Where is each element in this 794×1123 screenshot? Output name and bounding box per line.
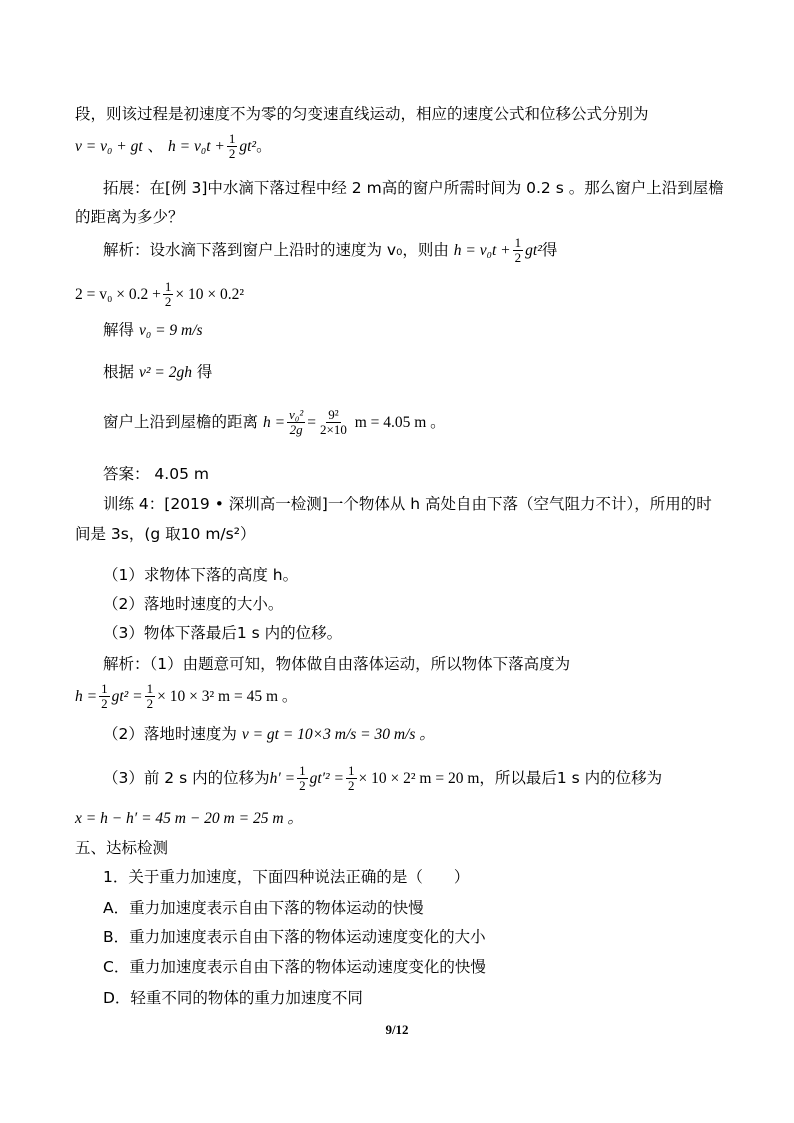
formula: gt² xyxy=(525,242,542,259)
question: 1．关于重力加速度，下面四种说法正确的是（ ） xyxy=(103,868,470,886)
fraction: $\frac{1}{2}$ xyxy=(299,763,306,793)
formula: gt² xyxy=(239,138,257,155)
formula: × 10 × 2² m = 20 m xyxy=(358,770,480,787)
formula-line xyxy=(103,408,446,437)
option-b: B．重力加速度表示自由下落的物体运动速度变化的大小 xyxy=(103,928,486,946)
formula: gt² = xyxy=(111,688,143,705)
text: 根据 xyxy=(103,363,135,381)
text-line: 间是 3s，(g 取10 m/s²） xyxy=(75,525,256,543)
option-c: C．重力加速度表示自由下落的物体运动速度变化的快慢 xyxy=(103,958,486,976)
page-number: 9/12 xyxy=(385,1022,409,1037)
formula-line xyxy=(75,280,244,309)
formula: × 10 × 3² m = 45 m 。 xyxy=(157,688,298,705)
formula-line xyxy=(75,806,303,831)
text: 窗户上沿到屋檐的距离 xyxy=(103,413,259,431)
period: 。 xyxy=(256,137,272,155)
fraction: $\frac{1}{2}$ xyxy=(101,681,108,711)
equals: = xyxy=(307,414,316,431)
separator: 、 xyxy=(142,137,164,155)
text-line: （3）物体下落最后1 s 内的位移。 xyxy=(103,624,343,642)
formula-line xyxy=(75,682,297,711)
fraction: $\frac{1}{2}$ xyxy=(146,681,154,711)
option-d: D．轻重不同的物体的重力加速度不同 xyxy=(103,989,363,1007)
text-line: 训练 4：[2019 • 深圳高一检测]一个物体从 h 高处自由下落（空气阻力不计），所用的时 xyxy=(103,495,712,513)
formula-line xyxy=(103,236,557,265)
answer-line: 答案： 4.05 m xyxy=(103,465,209,483)
formula: v = gt = 10×3 m/s = 30 m/s 。 xyxy=(241,726,435,743)
text-line: 的距离为多少？ xyxy=(75,208,184,226)
text: 解得 xyxy=(103,321,135,339)
section-heading: 五、达标检测 xyxy=(75,839,169,857)
fraction: $\frac{1}{2}$ xyxy=(514,235,522,265)
fraction: $\frac{1}{2}$ xyxy=(348,763,355,793)
option-a: A．重力加速度表示自由下落的物体运动的快慢 xyxy=(103,899,424,917)
text: 得 xyxy=(541,241,558,259)
text: 解析：设水滴下落到窗户上沿时的速度为 v₀，则由 xyxy=(103,241,449,259)
text-line: 解析：（1）由题意可知，物体做自由落体运动，所以物体下落高度为 xyxy=(103,655,571,673)
formula: h′ = xyxy=(269,770,296,787)
text-line: 拓展：在[例 3]中水滴下落过程中经 2 m高的窗户所需时间为 0.2 s 。那么窗户上沿到屋檐 xyxy=(103,179,724,197)
fraction: $\frac{\text{9²}}{2\times 10}$ xyxy=(319,407,347,437)
fraction: $\frac{1}{2}$ xyxy=(164,279,172,309)
formula: h = v₀t + xyxy=(168,138,225,155)
text: 得 xyxy=(196,363,213,381)
formula: h = xyxy=(262,414,286,431)
text-line: 段，则该过程是初速度不为零的匀变速直线运动，相应的速度公式和位移公式分别为 xyxy=(75,105,649,123)
formula: x = h − h′ = 45 m − 20 m = 25 m 。 xyxy=(75,810,303,827)
formula: 2 = v₀ × 0.2 + xyxy=(75,286,161,303)
formula: × 10 × 0.2² xyxy=(175,286,245,303)
fraction: $\frac{1}{2}$ xyxy=(228,131,236,161)
formula: v = v₀ + gt xyxy=(75,138,143,155)
text-line: （2）落地时速度的大小。 xyxy=(103,595,284,613)
fraction: $\frac{\text{v₀²}}{2g}$ xyxy=(289,407,304,437)
formula: v₀ = 9 m/s xyxy=(138,322,203,339)
text: （3）前 2 s 内的位移为 xyxy=(103,769,270,787)
formula: v² = 2gh xyxy=(138,364,192,381)
formula-line xyxy=(103,360,212,385)
formula: h = xyxy=(75,688,98,705)
formula: gt′² = xyxy=(309,770,345,787)
formula: h = v₀t + xyxy=(453,242,511,259)
formula-line xyxy=(103,764,662,793)
text: （2）落地时速度为 xyxy=(103,725,237,743)
text-line: （1）求物体下落的高度 h。 xyxy=(103,566,299,584)
formula: m = 4.05 m 。 xyxy=(350,414,446,431)
text: ，所以最后1 s 内的位移为 xyxy=(479,769,663,787)
formula-line xyxy=(103,722,435,747)
formula-line xyxy=(75,132,272,161)
formula-line xyxy=(103,318,203,343)
